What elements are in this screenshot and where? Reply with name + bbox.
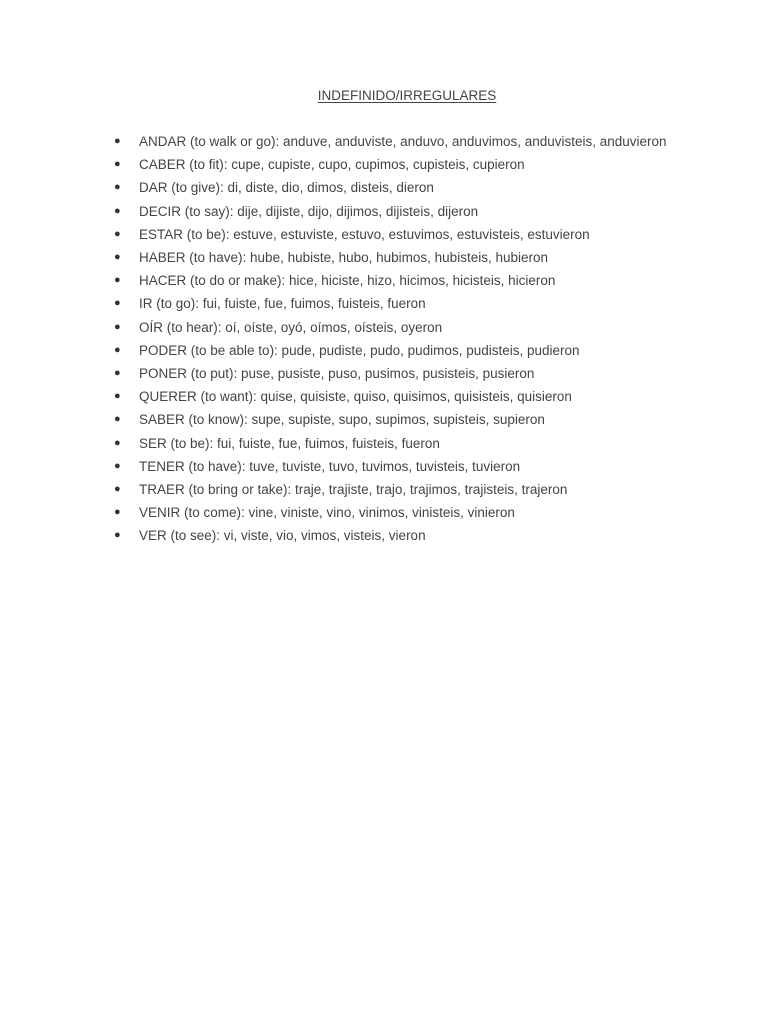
verb-list-item: [114, 316, 674, 339]
bullet-icon: ●: [114, 367, 121, 380]
bullet-icon: ●: [114, 135, 121, 147]
verb-conjugation-text: PODER (to be able to): pude, pudiste, pudo, pudimos, pudisteis, pudieron: [139, 342, 580, 358]
verb-list-item: [114, 432, 674, 455]
bullet-icon: ●: [114, 343, 121, 356]
verb-conjugation-text: HABER (to have): hube, hubiste, hubo, hubimos, hubisteis, hubieron: [139, 250, 548, 266]
verb-conjugation-text: VENIR (to come): vine, viniste, vino, vinimos, vinisteis, vinieron: [139, 505, 515, 521]
verb-conjugation-text: TRAER (to bring or take): traje, trajiste, trajo, trajimos, trajisteis, trajeron: [139, 482, 568, 498]
verb-list-item: [114, 153, 674, 176]
verb-list-item: [114, 385, 674, 408]
verb-list-item: [114, 501, 674, 524]
bullet-icon: ●: [114, 529, 121, 542]
verb-conjugation-text: SER (to be): fui, fuiste, fue, fuimos, fuisteis, fueron: [139, 435, 440, 451]
verb-list-item: [114, 269, 674, 292]
verb-list-item: [114, 455, 674, 478]
verb-list-item: [114, 176, 674, 199]
verb-conjugation-text: PONER (to put): puse, pusiste, puso, pusimos, pusisteis, pusieron: [139, 366, 535, 382]
verb-list: [114, 130, 674, 548]
bullet-icon: ●: [114, 483, 121, 496]
verb-list-item: [114, 130, 674, 153]
verb-list-item: [114, 200, 674, 223]
bullet-icon: ●: [114, 227, 121, 240]
verb-conjugation-text: QUERER (to want): quise, quisiste, quiso, quisimos, quisisteis, quisieron: [139, 389, 572, 405]
bullet-icon: ●: [114, 459, 121, 472]
bullet-icon: ●: [114, 436, 121, 449]
bullet-icon: ●: [114, 320, 121, 333]
page-title: INDEFINIDO/IRREGULARES: [317, 88, 497, 103]
verb-conjugation-text: CABER (to fit): cupe, cupiste, cupo, cupimos, cupisteis, cupieron: [139, 157, 525, 173]
verb-list-item: [114, 339, 674, 362]
verb-conjugation-text: IR (to go): fui, fuiste, fue, fuimos, fuisteis, fueron: [139, 296, 426, 312]
verb-list-item: [114, 524, 674, 547]
bullet-icon: ●: [114, 181, 121, 194]
verb-list-item: [114, 223, 674, 246]
bullet-icon: ●: [114, 158, 121, 171]
verb-conjugation-text: TENER (to have): tuve, tuviste, tuvo, tuvimos, tuvisteis, tuvieron: [139, 458, 521, 474]
bullet-icon: ●: [114, 390, 121, 403]
verb-list-item: [114, 408, 674, 431]
bullet-icon: ●: [114, 506, 121, 519]
verb-list-item: [114, 292, 674, 315]
verb-list-item: [114, 246, 674, 269]
bullet-icon: ●: [114, 251, 121, 264]
verb-conjugation-text: OÍR (to hear): oí, oíste, oyó, oímos, oísteis, oyeron: [139, 319, 443, 335]
verb-conjugation-text: HACER (to do or make): hice, hiciste, hizo, hicimos, hicisteis, hicieron: [139, 273, 556, 289]
bullet-icon: ●: [114, 204, 121, 217]
bullet-icon: ●: [114, 274, 121, 287]
verb-conjugation-text: ANDAR (to walk or go): anduve, anduviste, anduvo, anduvimos, anduvisteis, anduvieron: [139, 134, 667, 149]
verb-conjugation-text: DECIR (to say): dije, dijiste, dijo, dijimos, dijisteis, dijeron: [139, 203, 479, 219]
bullet-icon: ●: [114, 413, 121, 426]
bullet-icon: ●: [114, 297, 121, 310]
verb-conjugation-text: VER (to see): vi, viste, vio, vimos, visteis, vieron: [139, 528, 426, 544]
verb-conjugation-text: DAR (to give): di, diste, dio, dimos, disteis, dieron: [139, 180, 434, 196]
verb-conjugation-text: ESTAR (to be): estuve, estuviste, estuvo, estuvimos, estuvisteis, estuvieron: [139, 226, 590, 242]
verb-list-item: [114, 478, 674, 501]
verb-conjugation-text: SABER (to know): supe, supiste, supo, supimos, supisteis, supieron: [139, 412, 545, 428]
verb-list-item: [114, 362, 674, 385]
